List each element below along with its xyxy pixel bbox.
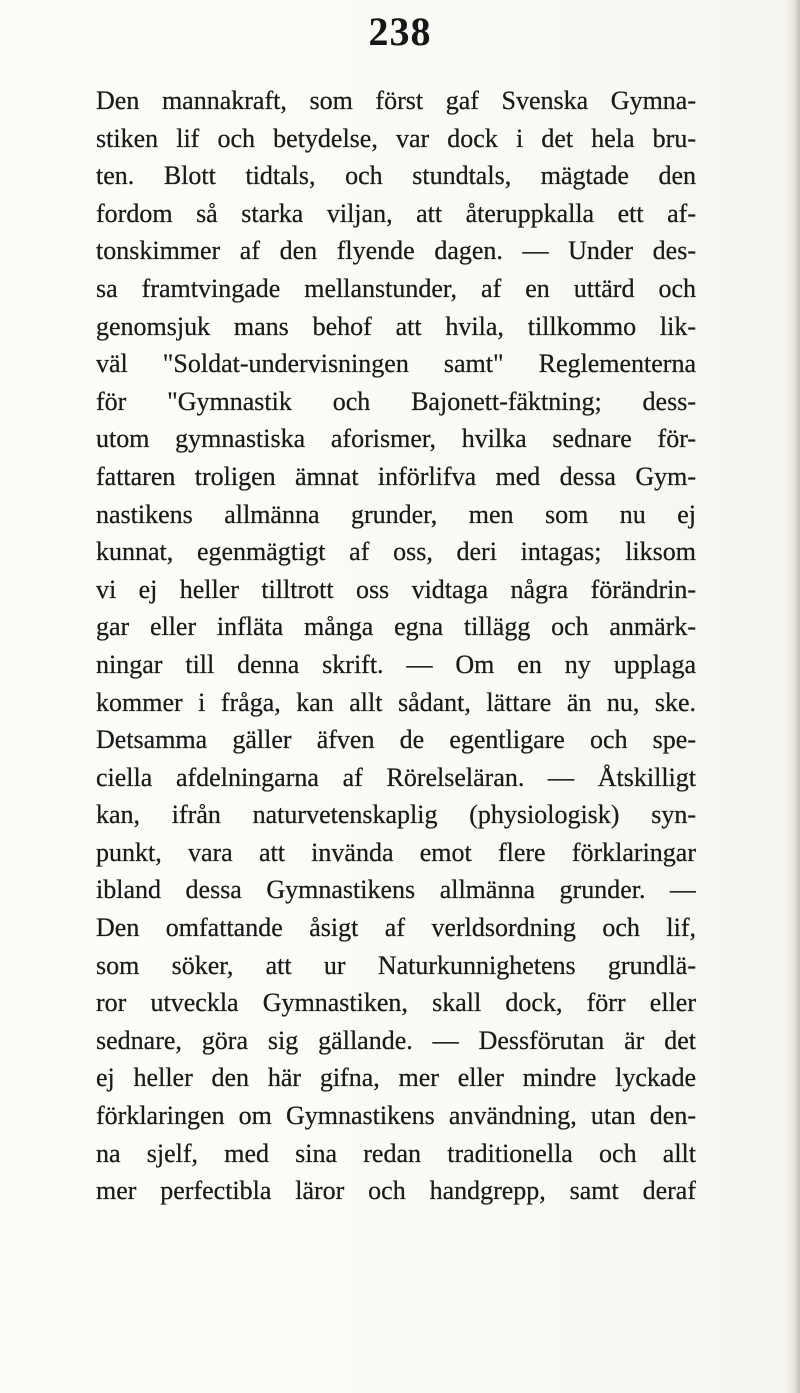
text-line: ciella afdelningarna af Rörelseläran. — Åtskilligt [96, 762, 696, 792]
text-line: Den omfattande åsigt af verldsordning och lif, [96, 913, 696, 943]
text-line: ror utveckla Gymnastiken, skall dock, förr eller [96, 988, 696, 1018]
page-number: 238 [368, 9, 432, 54]
text-line: ningar till denna skrift. — Om en ny upplaga [96, 649, 696, 679]
text-line: utom gymnastiska aforismer, hvilka sednare för- [96, 424, 696, 454]
text-line: kunnat, egenmägtigt af oss, deri intagas; liksom [96, 537, 696, 567]
text-line: väl "Soldat-undervisningen samt" Reglementerna [96, 349, 696, 379]
text-line: mer perfectibla läror och handgrepp, samt deraf [96, 1176, 696, 1206]
text-line: ten. Blott tidtals, och stundtals, mägtade den [96, 161, 696, 191]
body-text [96, 82, 696, 1210]
text-line: Detsamma gäller äfven de egentligare och spe- [96, 725, 696, 755]
text-line: punkt, vara att invända emot flere förklaringar [96, 837, 696, 867]
text-line: kan, ifrån naturvetenskaplig (physiologisk) syn- [96, 800, 696, 830]
text-line: fattaren troligen ämnat införlifva med dessa Gym- [96, 461, 696, 491]
text-line: fordom så starka viljan, att återuppkalla ett af- [96, 198, 696, 228]
text-line: tonskimmer af den flyende dagen. — Under des- [96, 236, 696, 266]
text-line: sednare, göra sig gällande. — Dessförutan är det [96, 1025, 696, 1055]
text-line: förklaringen om Gymnastikens användning, utan den- [96, 1101, 696, 1131]
text-line: för "Gymnastik och Bajonett-fäktning; dess- [96, 386, 696, 416]
text-line: kommer i fråga, kan allt sådant, lättare än nu, ske. [96, 687, 696, 717]
text-line: Den mannakraft, som först gaf Svenska Gymna- [96, 86, 696, 115]
text-line: stiken lif och betydelse, var dock i det hela bru- [96, 123, 696, 153]
text-line: genomsjuk mans behof att hvila, tillkommo lik- [96, 311, 696, 341]
text-line: sa framtvingade mellanstunder, af en uttärd och [96, 273, 696, 303]
text-line: na sjelf, med sina redan traditionella och allt [96, 1138, 696, 1168]
text-line: vi ej heller tilltrott oss vidtaga några förändrin- [96, 574, 696, 604]
text-line: gar eller infläta många egna tillägg och anmärk- [96, 612, 696, 642]
text-line: som söker, att ur Naturkunnighetens grundlä- [96, 950, 696, 980]
text-line: ej heller den här gifna, mer eller mindre lyckade [96, 1063, 696, 1093]
page-edge-shadow [786, 0, 800, 1393]
text-line: ibland dessa Gymnastikens allmänna grunder. — [96, 875, 696, 905]
text-line: nastikens allmänna grunder, men som nu ej [96, 499, 696, 529]
